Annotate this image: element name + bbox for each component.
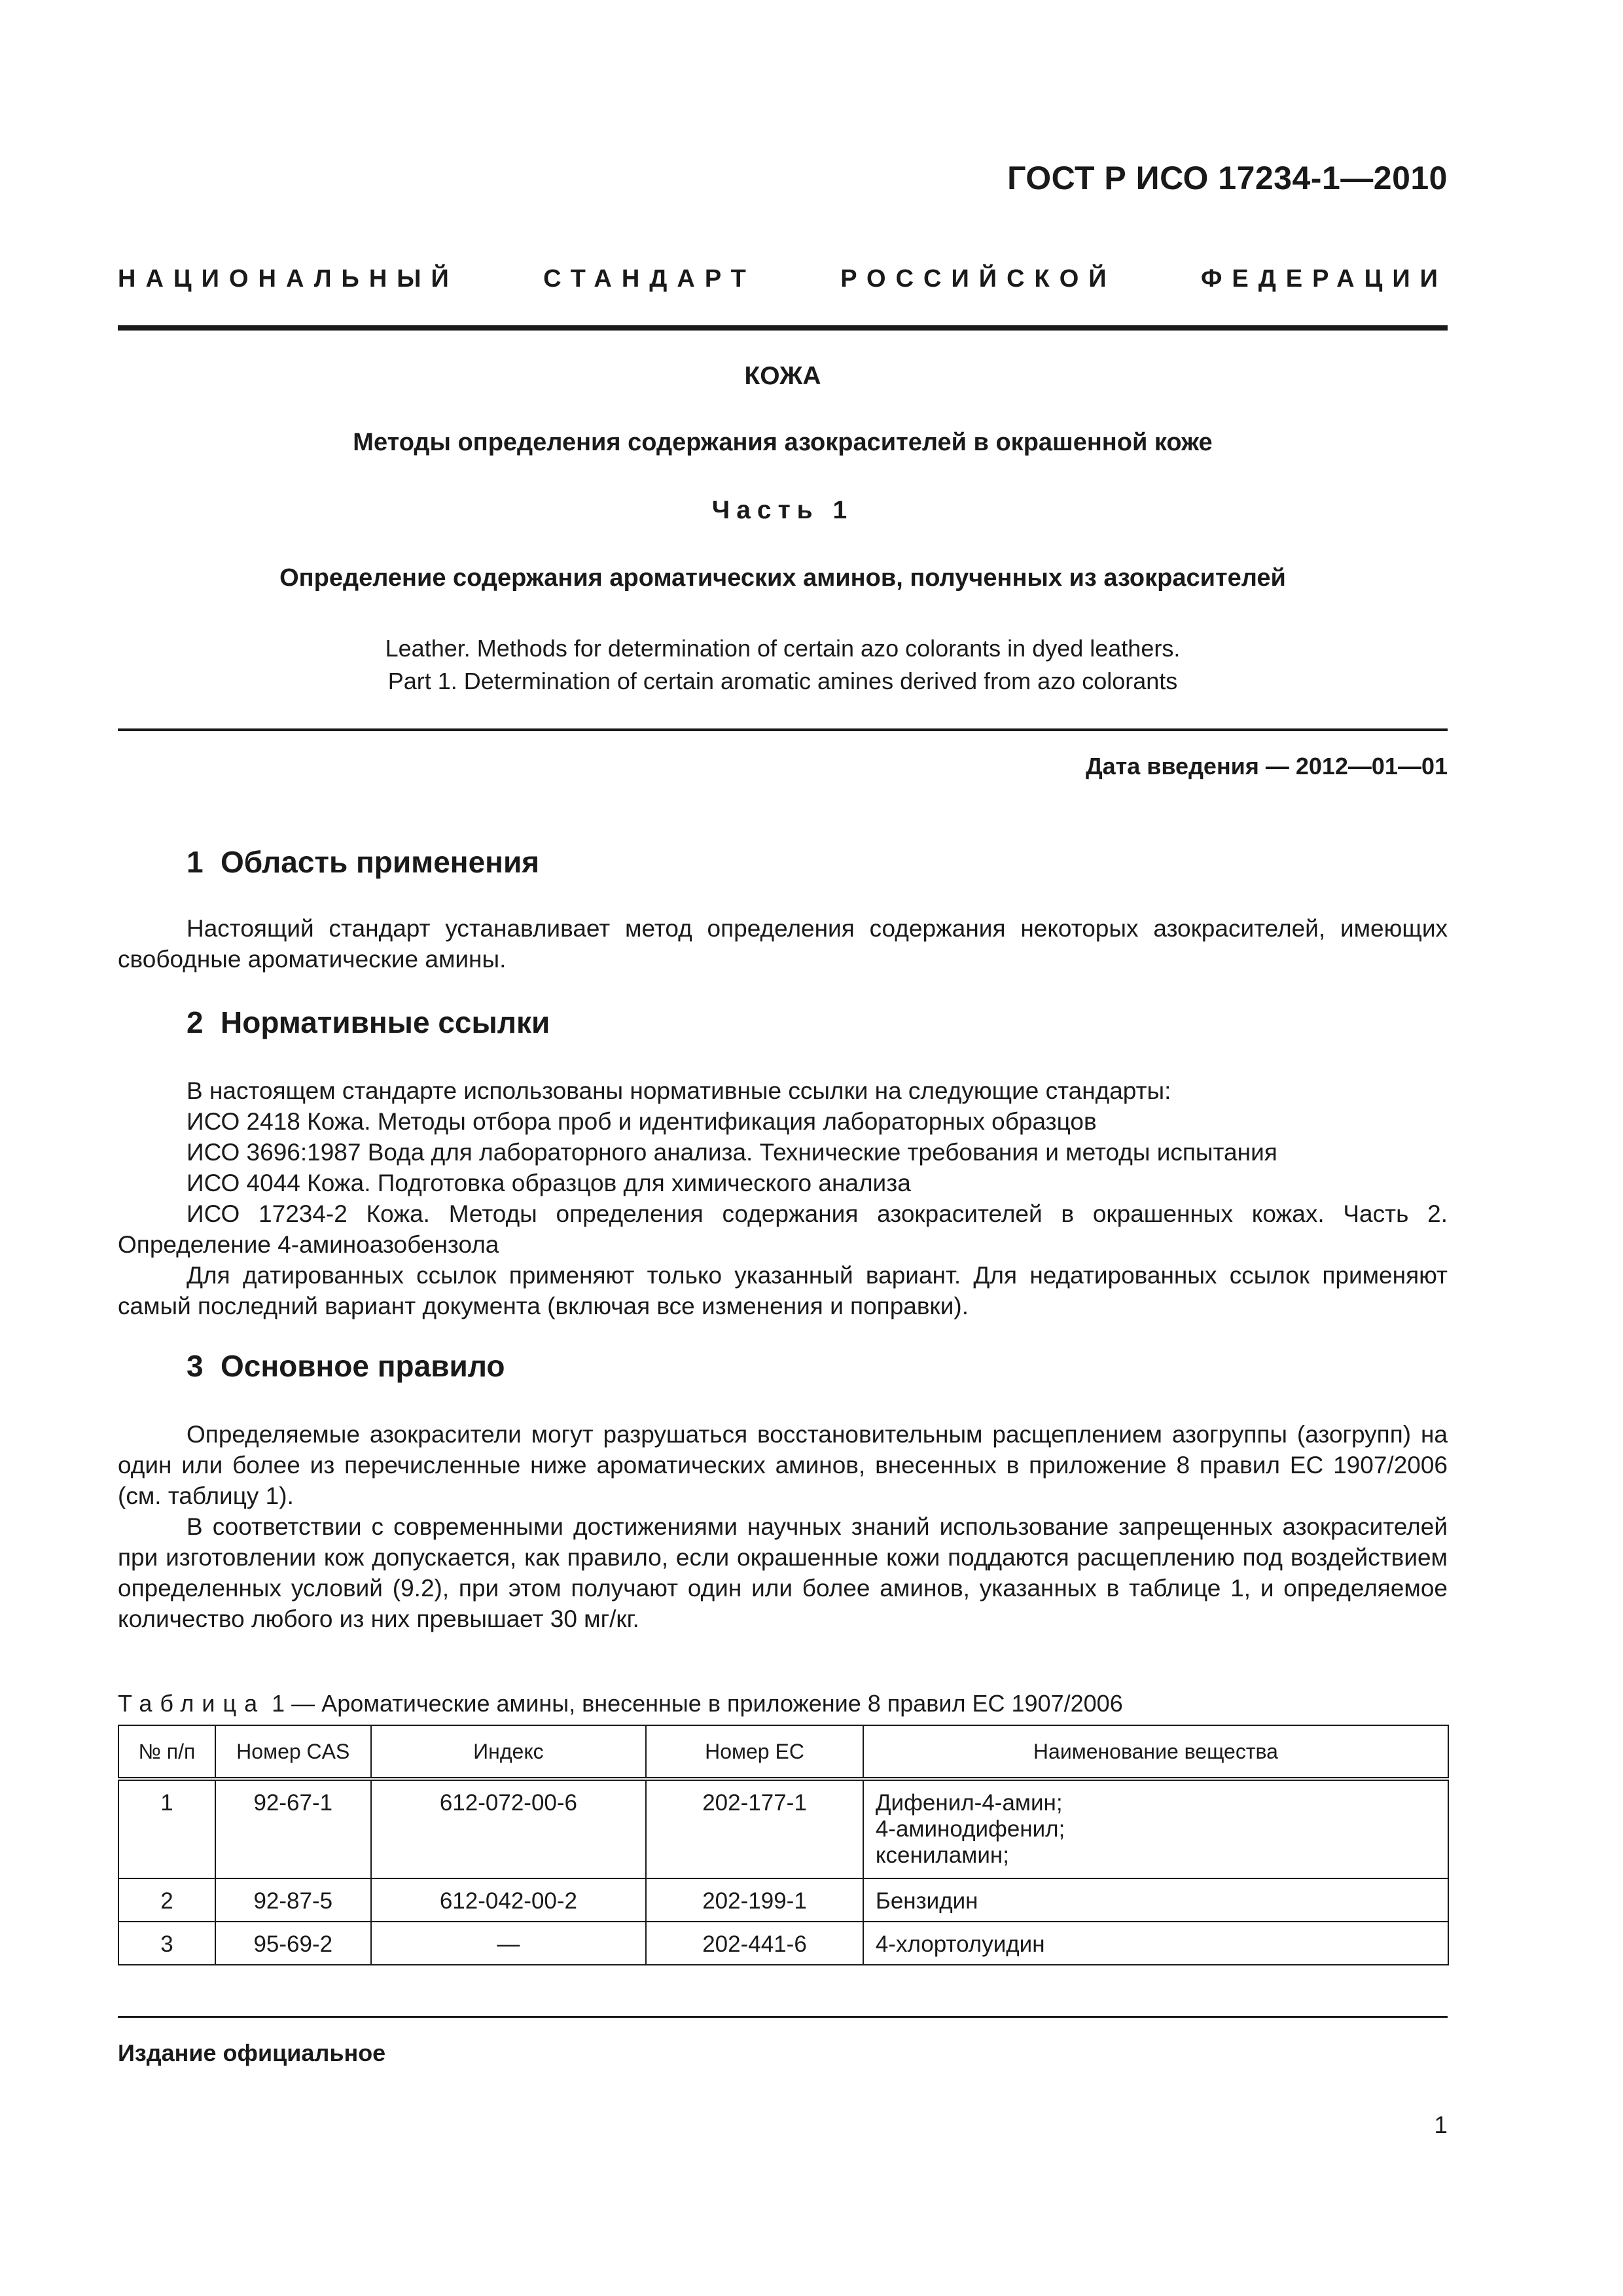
cell-number: 2 xyxy=(118,1878,215,1922)
table-caption xyxy=(118,1690,1123,1717)
table-row xyxy=(118,1922,1448,1965)
paragraph: В настоящем стандарте использованы нормативные ссылки на следующие стандарты: xyxy=(187,1077,1171,1104)
page-number: 1 xyxy=(1434,2111,1448,2138)
document-part: Часть 1 xyxy=(711,496,854,524)
section-basic-rule-body xyxy=(118,1419,1448,1634)
national-standard-banner xyxy=(118,265,1448,293)
cell-cas: 92-87-5 xyxy=(215,1878,371,1922)
table-caption-label: Таблица xyxy=(118,1690,266,1717)
table-row xyxy=(118,1878,1448,1922)
substance-name-line: Дифенил-4-амин; xyxy=(875,1790,1063,1816)
cell-number: 1 xyxy=(118,1779,215,1878)
document-code: ГОСТ Р ИСО 17234-1—2010 xyxy=(1007,160,1448,196)
column-header: Номер ЕС xyxy=(646,1725,863,1779)
cell-index: — xyxy=(371,1922,647,1965)
section-heading-scope xyxy=(187,844,539,880)
column-header: Наименование вещества xyxy=(863,1725,1448,1779)
footer-divider xyxy=(118,2016,1448,2018)
aromatic-amines-table xyxy=(118,1725,1449,1965)
table-header-row xyxy=(118,1725,1448,1779)
cell-number: 3 xyxy=(118,1922,215,1965)
table-row xyxy=(118,1779,1448,1878)
cell-index: 612-042-00-2 xyxy=(371,1878,647,1922)
paragraph: Для датированных ссылок применяют только указанный вариант. Для недатированных ссылок применяют самый последний вариант документа (включая все изменения и поправки). xyxy=(118,1262,1448,1319)
section-title: Область применения xyxy=(221,845,540,879)
cell-substance-name xyxy=(863,1878,1448,1922)
paragraph: В соответствии с современными достижениями научных знаний использование запрещенных азокрасителей при изготовлении кож допускается, как правило, если окрашенные кожи поддаются расщеплению под воздействием определенных условий (9.2), при этом получают один или более аминов, указанных в таблице 1, и определяемое количество любого из них превышает 30 мг/кг. xyxy=(118,1513,1448,1632)
cell-substance-name xyxy=(863,1922,1448,1965)
cell-ec: 202-199-1 xyxy=(646,1878,863,1922)
table-caption-text: 1 — Ароматические амины, внесенные в приложение 8 правил ЕС 1907/2006 xyxy=(265,1690,1123,1717)
english-title xyxy=(118,632,1448,698)
document-title: КОЖА xyxy=(744,362,821,390)
title-divider xyxy=(118,728,1448,731)
section-number: 1 xyxy=(187,845,204,879)
section-title: Основное правило xyxy=(221,1349,505,1383)
banner-word: НАЦИОНАЛЬНЫЙ xyxy=(118,265,459,293)
section-heading-references xyxy=(187,1005,550,1040)
substance-name-line: Бензидин xyxy=(875,1888,978,1914)
paragraph: Определяемые азокрасители могут разрушаться восстановительным расщеплением азогруппы (азогрупп) на один или более из перечисленные ниже ароматических аминов, внесенных в приложение 8 правил ЕС 1907/2006 (см. таблицу 1). xyxy=(118,1421,1448,1509)
banner-word: СТАНДАРТ xyxy=(543,265,756,293)
official-edition-label: Издание официальное xyxy=(118,2039,386,2066)
english-title-line: Part 1. Determination of certain aromatic amines derived from azo colorants xyxy=(387,668,1178,694)
cell-cas: 92-67-1 xyxy=(215,1779,371,1878)
section-number: 2 xyxy=(187,1005,204,1039)
cell-index: 612-072-00-6 xyxy=(371,1779,647,1878)
section-title: Нормативные ссылки xyxy=(221,1005,550,1039)
column-header: № п/п xyxy=(118,1725,215,1779)
cell-ec: 202-177-1 xyxy=(646,1779,863,1878)
banner-word: РОССИЙСКОЙ xyxy=(840,265,1116,293)
banner-word: ФЕДЕРАЦИИ xyxy=(1200,265,1448,293)
document-subtitle: Методы определения содержания азокрасителей в окрашенной коже xyxy=(353,429,1213,456)
english-title-line: Leather. Methods for determination of certain azo colorants in dyed leathers. xyxy=(385,635,1181,662)
cell-substance-name xyxy=(863,1779,1448,1878)
reference-item: ИСО 4044 Кожа. Подготовка образцов для химического анализа xyxy=(187,1170,911,1196)
substance-name-line: ксениламин; xyxy=(875,1842,1009,1868)
reference-item: ИСО 17234-2 Кожа. Методы определения содержания азокрасителей в окрашенных кожах. Часть 2. Определение 4-аминоазобензола xyxy=(118,1200,1448,1258)
reference-item: ИСО 2418 Кожа. Методы отбора проб и идентификация лабораторных образцов xyxy=(187,1108,1097,1135)
reference-item: ИСО 3696:1987 Вода для лабораторного анализа. Технические требования и методы испытания xyxy=(187,1139,1277,1166)
cell-ec: 202-441-6 xyxy=(646,1922,863,1965)
introduction-date: Дата введения — 2012—01—01 xyxy=(1085,753,1448,780)
substance-name-line: 4-аминодифенил; xyxy=(875,1816,1065,1842)
section-references-body xyxy=(118,1075,1448,1321)
cell-cas: 95-69-2 xyxy=(215,1922,371,1965)
section-heading-basic-rule xyxy=(187,1348,505,1384)
paragraph: Настоящий стандарт устанавливает метод определения содержания некоторых азокрасителей, имеющих свободные ароматические амины. xyxy=(118,915,1448,973)
header-divider xyxy=(118,325,1448,331)
column-header: Номер CAS xyxy=(215,1725,371,1779)
section-scope-body xyxy=(118,913,1448,975)
document-part-title: Определение содержания ароматических аминов, полученных из азокрасителей xyxy=(279,564,1286,592)
column-header: Индекс xyxy=(371,1725,647,1779)
substance-name-line: 4-хлортолуидин xyxy=(875,1931,1045,1957)
section-number: 3 xyxy=(187,1349,204,1383)
